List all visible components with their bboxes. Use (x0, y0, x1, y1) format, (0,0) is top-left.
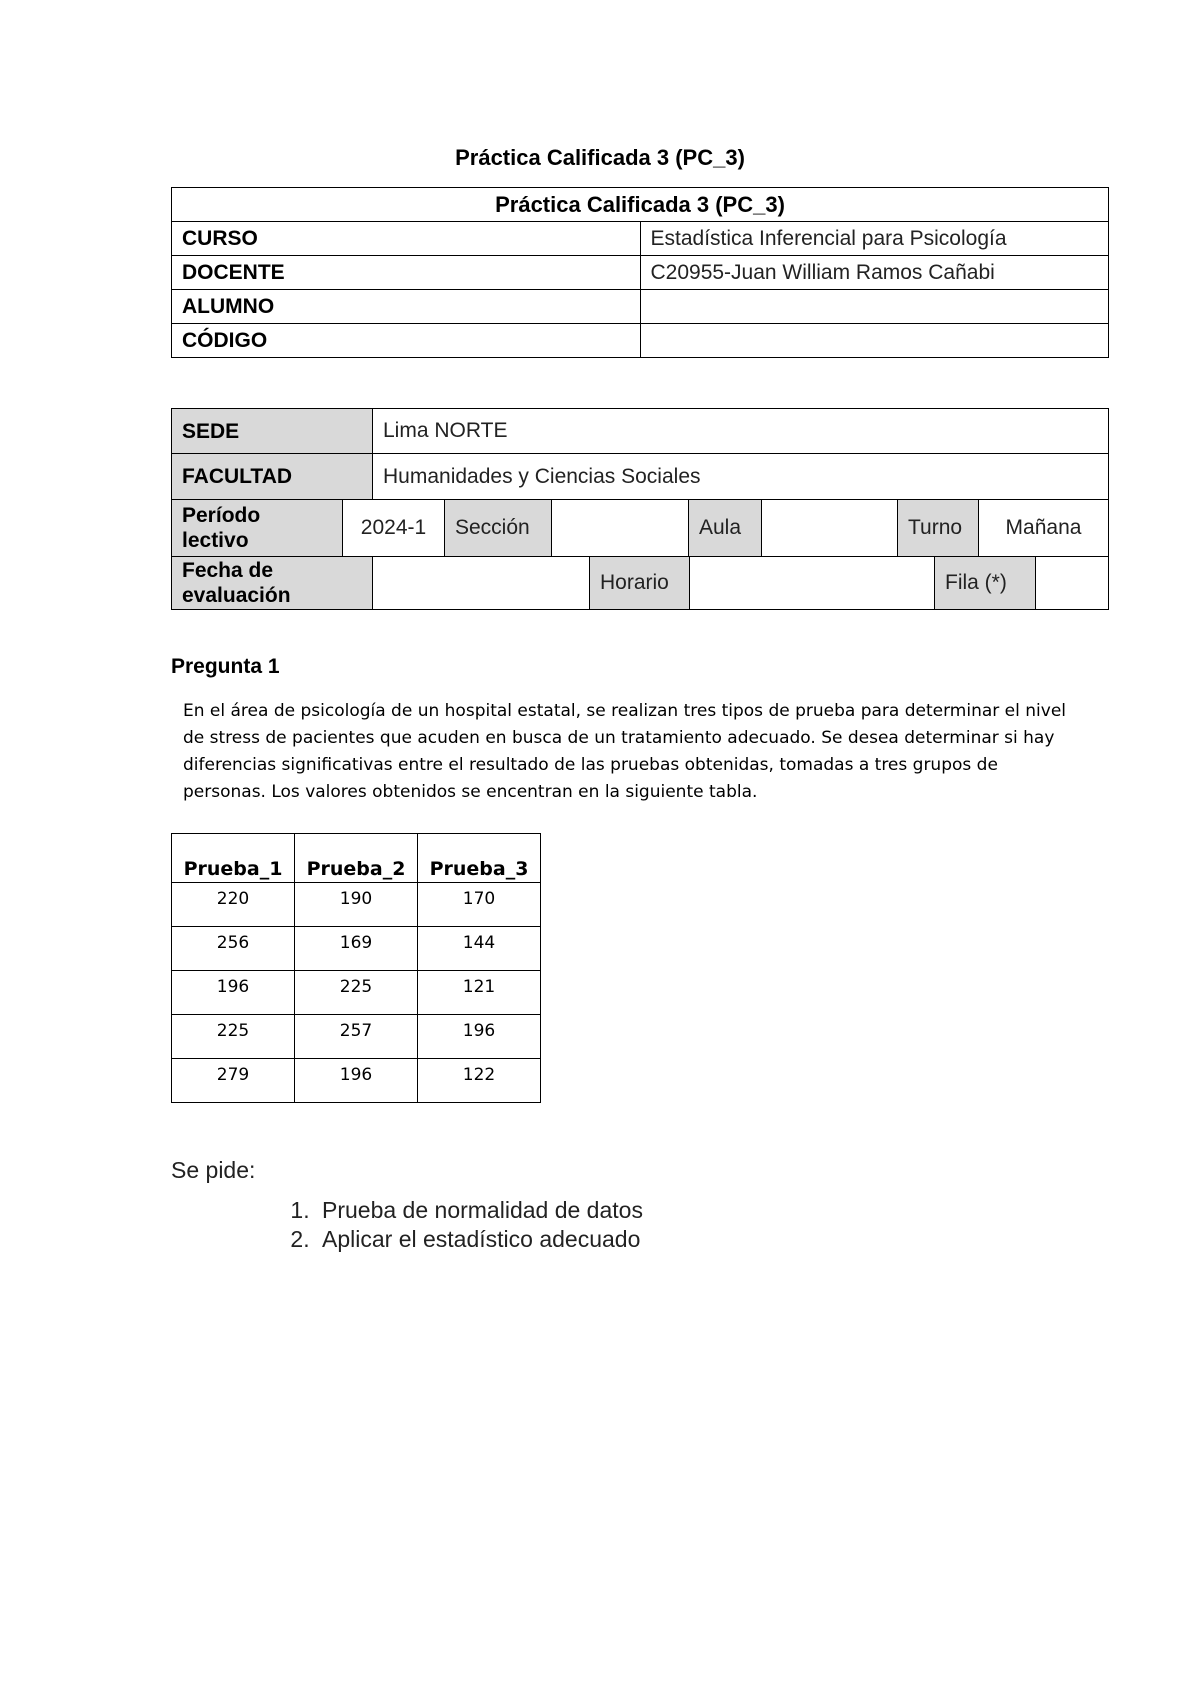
table-cell: 144 (418, 927, 541, 971)
aula-field[interactable] (761, 499, 898, 557)
codigo-label: CÓDIGO (172, 324, 641, 358)
table-cell: 279 (172, 1059, 295, 1103)
table-cell: 196 (295, 1059, 418, 1103)
fila-label: Fila (*) (934, 556, 1036, 610)
horario-label: Horario (589, 556, 690, 610)
turno-value: Mañana (978, 499, 1109, 557)
facultad-value: Humanidades y Ciencias Sociales (372, 453, 1109, 500)
horario-field[interactable] (689, 556, 935, 610)
question-title: Pregunta 1 (171, 655, 280, 678)
table-row (172, 222, 1109, 256)
table-cell: 121 (418, 971, 541, 1015)
fila-field[interactable] (1035, 556, 1109, 610)
table-cell: 196 (172, 971, 295, 1015)
table-cell: 196 (418, 1015, 541, 1059)
document-title: Práctica Calificada 3 (PC_3) (455, 145, 745, 170)
table-cell: 170 (418, 883, 541, 927)
list-item: 1. Prueba de normalidad de datos (316, 1196, 643, 1225)
table-cell: 122 (418, 1059, 541, 1103)
course-info-table (171, 187, 1109, 358)
table-cell: 257 (295, 1015, 418, 1059)
aula-label: Aula (688, 499, 762, 557)
docente-value: C20955-Juan William Ramos Cañabi (640, 256, 1109, 290)
table-row (172, 927, 541, 971)
docente-label: DOCENTE (172, 256, 641, 290)
curso-label: CURSO (172, 222, 641, 256)
table-row (172, 256, 1109, 290)
column-header: Prueba_2 (295, 834, 418, 883)
course-info-header: Práctica Calificada 3 (PC_3) (172, 188, 1109, 222)
table-header-row (172, 834, 541, 883)
codigo-field[interactable] (640, 324, 1109, 358)
table-row (172, 883, 541, 927)
request-list (260, 1196, 643, 1254)
alumno-field[interactable] (640, 290, 1109, 324)
column-header: Prueba_3 (418, 834, 541, 883)
table-cell: 225 (295, 971, 418, 1015)
request-label: Se pide: (171, 1157, 256, 1183)
periodo-value: 2024-1 (342, 499, 445, 557)
turno-label: Turno (897, 499, 979, 557)
table-cell: 190 (295, 883, 418, 927)
alumno-label: ALUMNO (172, 290, 641, 324)
question-text: En el área de psicología de un hospital estatal, se realizan tres tipos de prueba para determinar el nivel de stress de pacientes que acuden en busca de un tratamiento adecuado. Se desea determinar si hay diferencias significativas entre el resultado de las pruebas obtenidas, tomadas a tres grupos de personas. Los valores obtenidos se encentran en la siguiente tabla. (183, 701, 1067, 802)
table-cell: 169 (295, 927, 418, 971)
periodo-label: Período lectivo (171, 499, 343, 557)
table-row (172, 1015, 541, 1059)
curso-value: Estadística Inferencial para Psicología (640, 222, 1109, 256)
table-row (172, 324, 1109, 358)
column-header: Prueba_1 (172, 834, 295, 883)
fecha-label: Fecha de evaluación (171, 556, 373, 610)
data-table (171, 833, 541, 1103)
list-item: 2. Aplicar el estadístico adecuado (316, 1225, 643, 1254)
table-row (172, 290, 1109, 324)
sede-label: SEDE (171, 408, 373, 454)
table-cell: 220 (172, 883, 295, 927)
sede-value: Lima NORTE (372, 408, 1109, 454)
table-row (172, 1059, 541, 1103)
seccion-field[interactable] (551, 499, 689, 557)
table-row (172, 971, 541, 1015)
sede-info-table (171, 408, 1109, 610)
table-cell: 256 (172, 927, 295, 971)
table-cell: 225 (172, 1015, 295, 1059)
seccion-label: Sección (444, 499, 552, 557)
facultad-label: FACULTAD (171, 453, 373, 500)
fecha-field[interactable] (372, 556, 590, 610)
